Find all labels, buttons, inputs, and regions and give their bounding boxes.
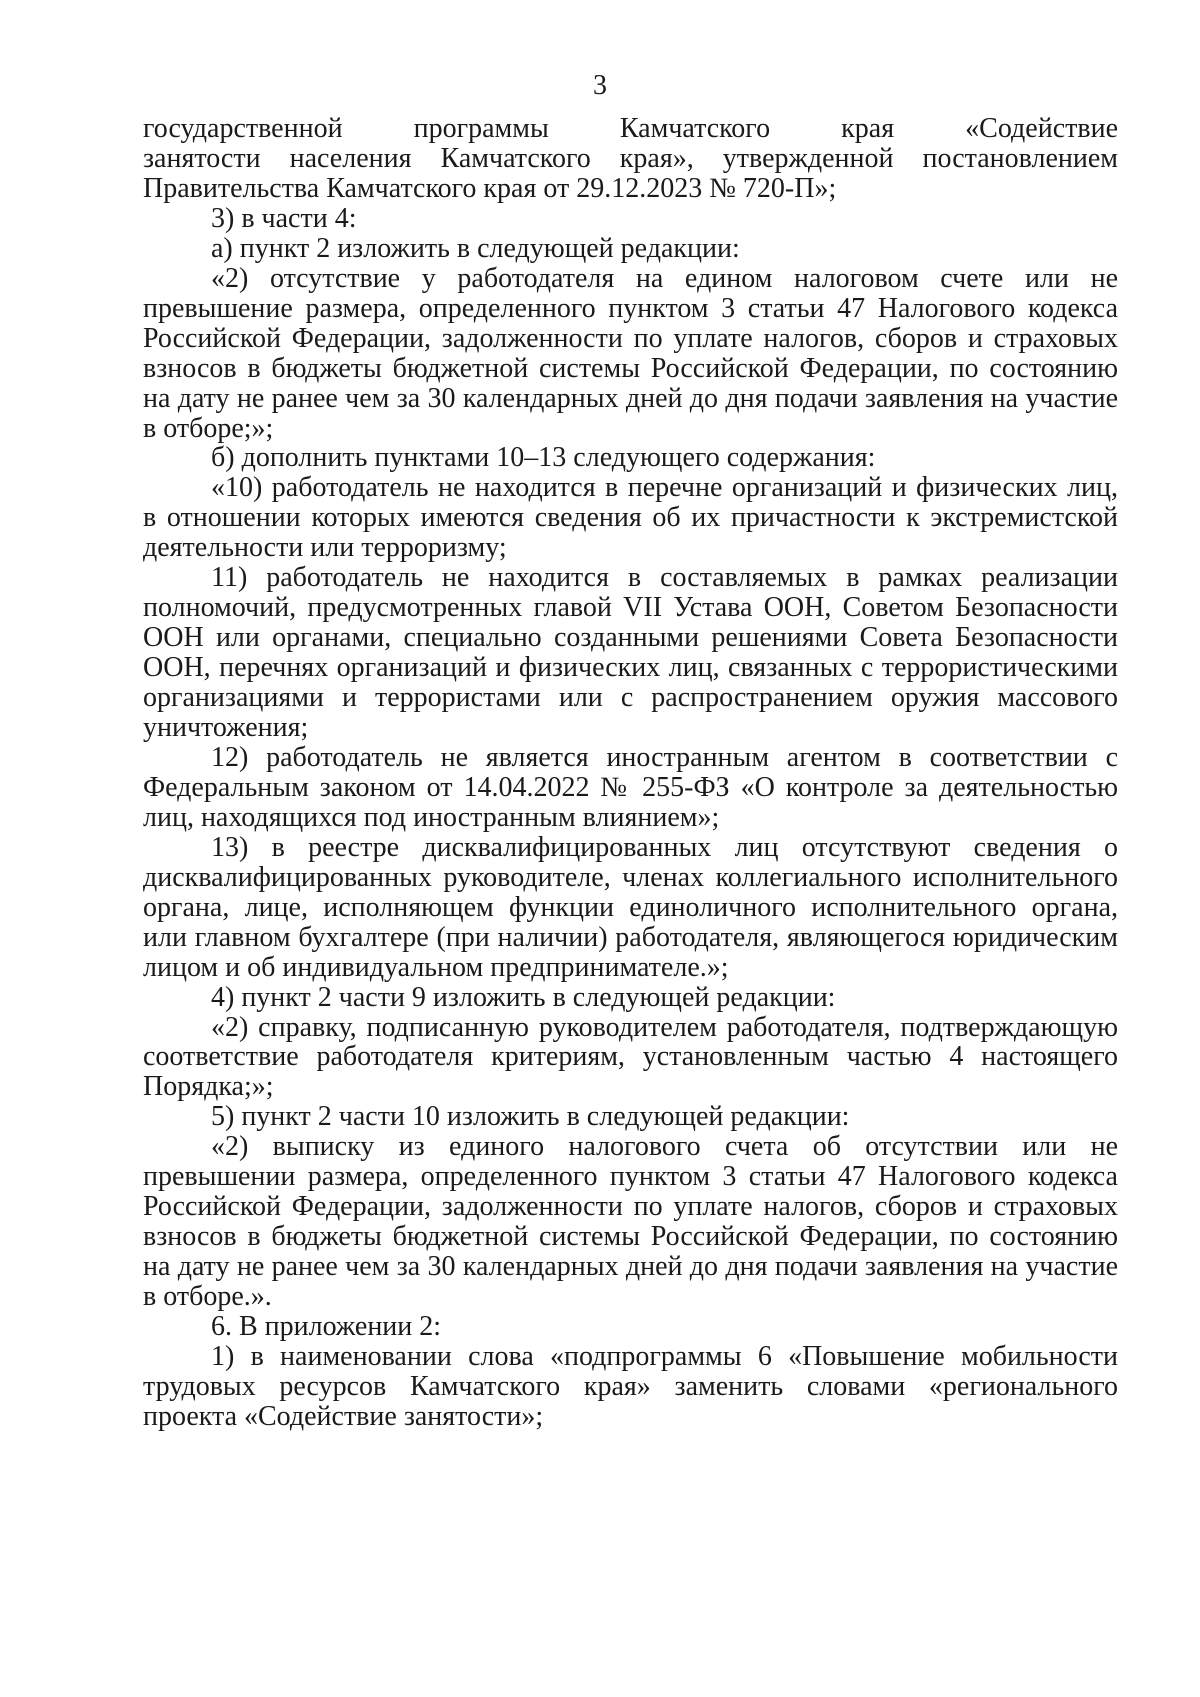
text-line: или главном бухгалтере (при наличии) работодателя, являющегося юридическим: [143, 921, 1118, 953]
text-line: 4) пункт 2 части 9 изложить в следующей редакции:: [211, 981, 836, 1013]
text-line: на дату не ранее чем за 30 календарных дней до дня подачи заявления на участие: [143, 1251, 1118, 1283]
text-line: 12) работодатель не является иностранным агентом в соответствии с: [211, 741, 1118, 773]
text-line: 11) работодатель не находится в составляемых в рамках реализации: [211, 562, 1118, 594]
text-line: а) пункт 2 изложить в следующей редакции:: [211, 232, 740, 264]
text-line: 6. В приложении 2:: [211, 1311, 442, 1342]
text-line: ООН, перечнях организаций и физических лиц, связанных с террористическими: [143, 652, 1118, 684]
text-line: в отношении которых имеются сведения об их причастности к экстремистской: [143, 502, 1118, 534]
text-line: лицом и об индивидуальном предпринимателе.»;: [143, 951, 729, 983]
page-number: 3: [593, 70, 607, 101]
text-line: уничтожения;: [143, 712, 309, 743]
text-line: на дату не ранее чем за 30 календарных дней до дня подачи заявления на участие: [143, 382, 1118, 414]
text-line: дисквалифицированных руководителе, членах коллегиального исполнительного: [143, 861, 1118, 893]
text-line: ООН или органами, специально созданными решениями Совета Безопасности: [143, 622, 1118, 654]
text-line: 3) в части 4:: [211, 202, 357, 234]
text-line: в отборе;»;: [143, 412, 274, 444]
text-line: б) дополнить пунктами 10–13 следующего содержания:: [211, 442, 876, 474]
text-line: проекта «Содействие занятости»;: [143, 1400, 544, 1432]
text-line: «2) справку, подписанную руководителем работодателя, подтверждающую: [211, 1011, 1118, 1043]
text-line: 5) пункт 2 части 10 изложить в следующей редакции:: [211, 1101, 850, 1133]
text-line: 13) в реестре дисквалифицированных лиц отсутствуют сведения о: [211, 831, 1118, 863]
text-line: взносов в бюджеты бюджетной системы Российской Федерации, по состоянию: [143, 1221, 1118, 1253]
text-line: Федеральным законом от 14.04.2022 № 255-ФЗ «О контроле за деятельностью: [143, 771, 1118, 803]
text-line: занятости населения Камчатского края», утвержденной постановлением: [143, 142, 1118, 174]
text-line: лиц, находящихся под иностранным влиянием»;: [143, 801, 720, 833]
text-line: Российской Федерации, задолженности по уплате налогов, сборов и страховых: [143, 1191, 1118, 1223]
text-line: Правительства Камчатского края от 29.12.2023 № 720-П»;: [143, 172, 837, 204]
text-line: «2) отсутствие у работодателя на едином налоговом счете или не: [211, 262, 1118, 294]
text-line: государственной программы Камчатского края «Содействие: [143, 113, 1118, 144]
text-line: 1) в наименовании слова «подпрограммы 6 «Повышение мобильности: [211, 1341, 1118, 1372]
text-line: органа, лице, исполняющем функции единоличного исполнительного органа,: [143, 891, 1118, 923]
text-line: в отборе.».: [143, 1281, 272, 1312]
text-line: превышение размера, определенного пунктом 3 статьи 47 Налогового кодекса: [143, 292, 1118, 324]
text-line: «2) выписку из единого налогового счета об отсутствии или не: [211, 1131, 1118, 1163]
text-line: организациями и террористами или с распространением оружия массового: [143, 682, 1118, 713]
text-line: деятельности или терроризму;: [143, 532, 507, 564]
text-line: соответствие работодателя критериям, установленным частью 4 настоящего: [143, 1041, 1118, 1073]
text-line: полномочий, предусмотренных главой VII Устава ООН, Советом Безопасности: [143, 592, 1118, 624]
text-line: взносов в бюджеты бюджетной системы Российской Федерации, по состоянию: [143, 352, 1118, 384]
text-line: трудовых ресурсов Камчатского края» заменить словами «регионального: [143, 1370, 1118, 1402]
text-line: «10) работодатель не находится в перечне организаций и физических лиц,: [211, 472, 1118, 504]
text-line: превышении размера, определенного пунктом 3 статьи 47 Налогового кодекса: [143, 1161, 1118, 1193]
text-line: Порядка;»;: [143, 1071, 274, 1103]
text-line: Российской Федерации, задолженности по уплате налогов, сборов и страховых: [143, 322, 1118, 354]
